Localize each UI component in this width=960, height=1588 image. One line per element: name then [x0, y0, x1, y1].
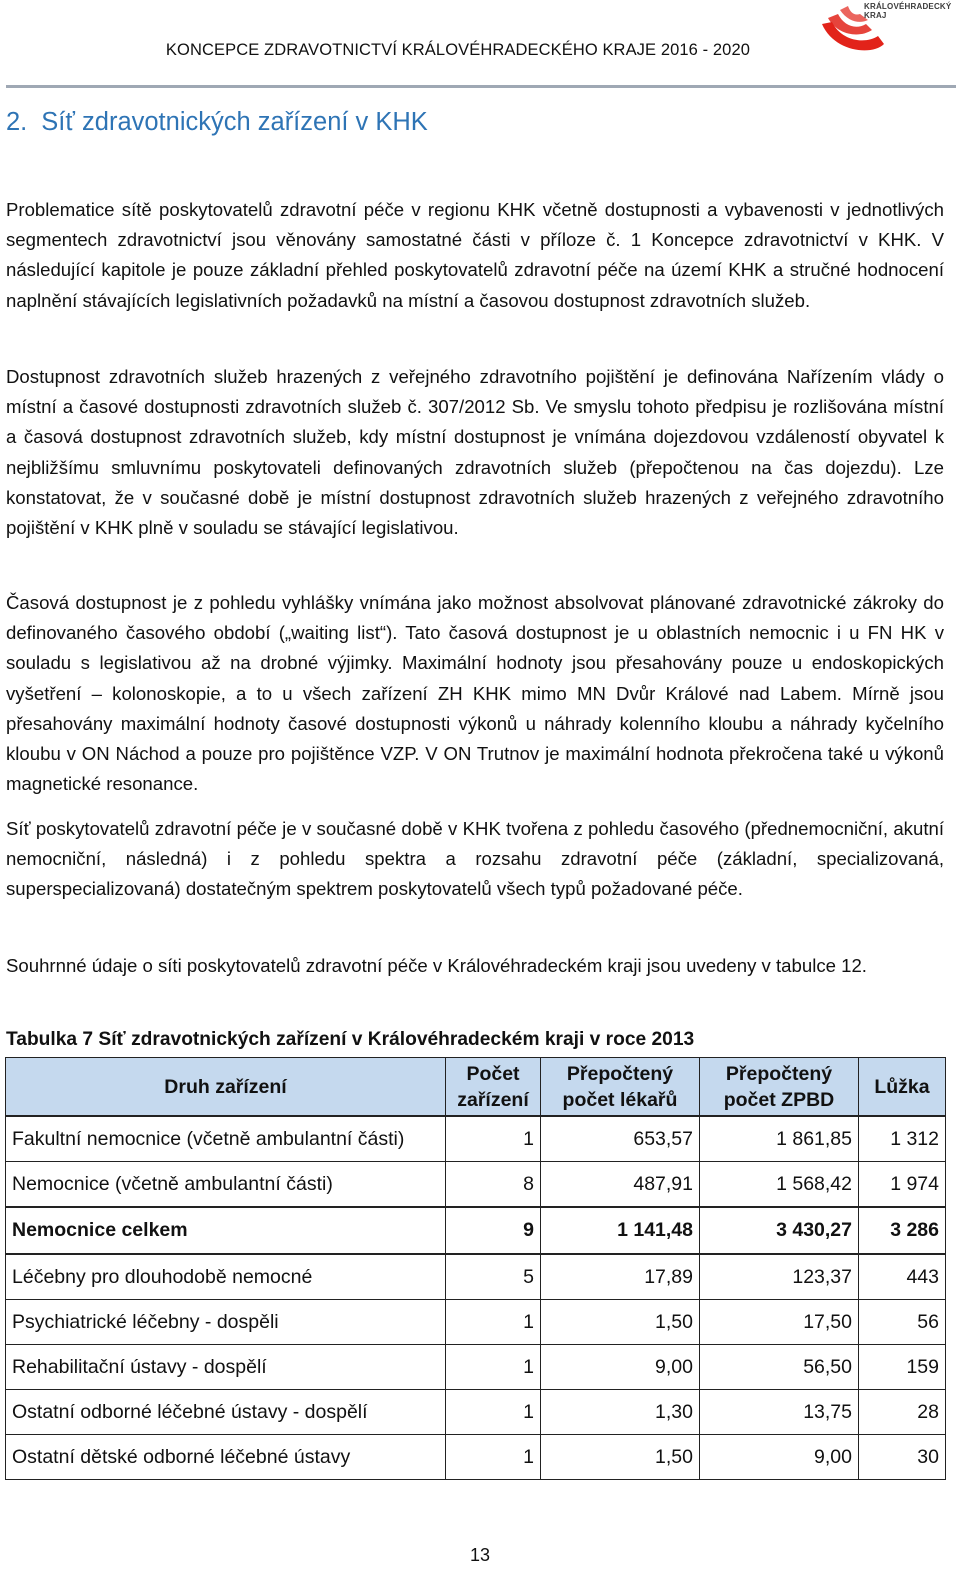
cell-zpbd: 1 861,85 — [700, 1116, 859, 1162]
logo-text — [864, 2, 951, 20]
paragraph-4: Síť poskytovatelů zdravotní péče je v současné době v KHK tvořena z pohledu časového (přednemocniční, akutní nemocniční, následná) i z pohledu spektra a rozsahu zdravotní péče (základní, specializovaná, superspecializovaná) dostatečným spektrem poskytovatelů všech typů požadované péče. — [6, 818, 944, 900]
cell-beds: 1 312 — [859, 1116, 946, 1162]
cell-facility-type: Rehabilitační ústavy - dospělí — [6, 1345, 446, 1390]
section-number: 2. — [6, 108, 28, 136]
cell-zpbd: 13,75 — [700, 1390, 859, 1435]
header-rule — [6, 85, 956, 88]
paragraph-3: Časová dostupnost je z pohledu vyhlášky vnímána jako možnost absolvovat plánované zdravotnické zákroky do definovaného časového období („waiting list“). Tato časová dostupnost je u oblastních nemocnic i u FN HK v souladu s legislativou až na drobné výjimky. Maximální hodnoty jsou přesahovány pouze u endoskopických vyšetření – kolonoskopie, a to u všech zařízení ZH KHK mimo MN Dvůr Králové nad Labem. Mírně jsou přesahovány maximální hodnoty časové dostupnosti výkonů u náhrady kolenního kloubu a náhrady kyčelního kloubu v ON Náchod a pouze pro pojištěnce VZP. V ON Trutnov je maximální hodnota překročena také u výkonů magnetické resonance. — [6, 592, 944, 795]
paragraph-2: Dostupnost zdravotních služeb hrazených z veřejného zdravotního pojištění je definována Nařízením vlády o místní a časové dostupnosti zdravotních služeb č. 307/2012 Sb. Ve smyslu tohoto předpisu je rozlišována místní a časová dostupnost zdravotních služeb, kdy místní dostupnost je vnímána dojezdovou vzdáleností obyvatel k nejbližšímu smluvnímu poskytovateli definovaných zdravotních služeb (přepočtenou na čas dojezdu). Lze konstatovat, že v současné době je místní dostupnost zdravotních služeb hrazených z veřejného zdravotního pojištění v KHK plně v souladu se stávající legislativou. — [6, 366, 944, 539]
cell-beds: 56 — [859, 1300, 946, 1345]
header-facility-type: Druh zařízení — [6, 1058, 446, 1117]
table-row-total — [6, 1207, 946, 1254]
cell-doctors: 653,57 — [541, 1116, 700, 1162]
cell-facility-count: 8 — [446, 1162, 541, 1208]
cell-zpbd: 1 568,42 — [700, 1162, 859, 1208]
cell-doctors: 17,89 — [541, 1254, 700, 1300]
cell-facility-type: Nemocnice celkem — [6, 1207, 446, 1254]
cell-zpbd: 17,50 — [700, 1300, 859, 1345]
cell-facility-count: 1 — [446, 1390, 541, 1435]
cell-doctors: 1,30 — [541, 1390, 700, 1435]
header-facility-count: Počet zařízení — [446, 1058, 541, 1117]
cell-facility-count: 1 — [446, 1116, 541, 1162]
cell-doctors: 1 141,48 — [541, 1207, 700, 1254]
cell-facility-type: Léčebny pro dlouhodobě nemocné — [6, 1254, 446, 1300]
section-title-text: Síť zdravotnických zařízení v KHK — [41, 108, 428, 136]
header-doctors: Přepočtený počet lékařů — [541, 1058, 700, 1117]
table-row — [6, 1162, 946, 1208]
cell-zpbd: 9,00 — [700, 1435, 859, 1480]
page-number: 13 — [469, 1545, 491, 1565]
cell-beds: 159 — [859, 1345, 946, 1390]
table-row — [6, 1390, 946, 1435]
table-row — [6, 1345, 946, 1390]
cell-facility-count: 1 — [446, 1435, 541, 1480]
paragraph-1: Problematice sítě poskytovatelů zdravotní péče v regionu KHK včetně dostupnosti a vybavenosti v jednotlivých segmentech zdravotnictví jsou věnovány samostatné části v příloze č. 1 Koncepce zdravotnictví v KHK. V následující kapitole je pouze základní přehled poskytovatelů zdravotní péče na území KHK a stručné hodnocení naplnění stávajících legislativních požadavků na místní a časovou dostupnost zdravotních služeb. — [6, 199, 944, 311]
paragraph-5: Souhrnné údaje o síti poskytovatelů zdravotní péče v Královéhradeckém kraji jsou uvedeny v tabulce 12. — [6, 955, 867, 976]
cell-doctors: 1,50 — [541, 1300, 700, 1345]
facilities-table — [5, 1057, 946, 1480]
cell-zpbd: 3 430,27 — [700, 1207, 859, 1254]
cell-doctors: 9,00 — [541, 1345, 700, 1390]
cell-facility-type: Psychiatrické léčebny - dospěli — [6, 1300, 446, 1345]
cell-facility-count: 5 — [446, 1254, 541, 1300]
cell-facility-count: 1 — [446, 1345, 541, 1390]
cell-facility-type: Fakultní nemocnice (včetně ambulantní části) — [6, 1116, 446, 1162]
table-row — [6, 1116, 946, 1162]
logo-text-line-2: KRAJ — [864, 11, 887, 20]
section-title — [6, 108, 428, 137]
cell-facility-count: 9 — [446, 1207, 541, 1254]
logo-text-line-1: KRÁLOVÉHRADECKÝ — [864, 2, 952, 11]
cell-facility-type: Ostatní odborné léčebné ústavy - dospělí — [6, 1390, 446, 1435]
cell-zpbd: 123,37 — [700, 1254, 859, 1300]
cell-beds: 28 — [859, 1390, 946, 1435]
cell-beds: 30 — [859, 1435, 946, 1480]
table-header-row — [6, 1058, 946, 1117]
table-row — [6, 1435, 946, 1480]
cell-facility-count: 1 — [446, 1300, 541, 1345]
cell-doctors: 1,50 — [541, 1435, 700, 1480]
cell-zpbd: 56,50 — [700, 1345, 859, 1390]
cell-doctors: 487,91 — [541, 1162, 700, 1208]
header-beds: Lůžka — [859, 1058, 946, 1117]
cell-beds: 443 — [859, 1254, 946, 1300]
cell-facility-type: Ostatní dětské odborné léčebné ústavy — [6, 1435, 446, 1480]
header-zpbd: Přepočtený počet ZPBD — [700, 1058, 859, 1117]
document-title: KONCEPCE ZDRAVOTNICTVÍ KRÁLOVÉHRADECKÉHO KRAJE 2016 - 2020 — [165, 41, 750, 59]
table-row — [6, 1254, 946, 1300]
page-header — [0, 0, 960, 92]
table-row — [6, 1300, 946, 1345]
cell-beds: 1 974 — [859, 1162, 946, 1208]
table-caption: Tabulka 7 Síť zdravotnických zařízení v Královéhradeckém kraji v roce 2013 — [6, 1029, 695, 1050]
cell-beds: 3 286 — [859, 1207, 946, 1254]
cell-facility-type: Nemocnice (včetně ambulantní části) — [6, 1162, 446, 1208]
